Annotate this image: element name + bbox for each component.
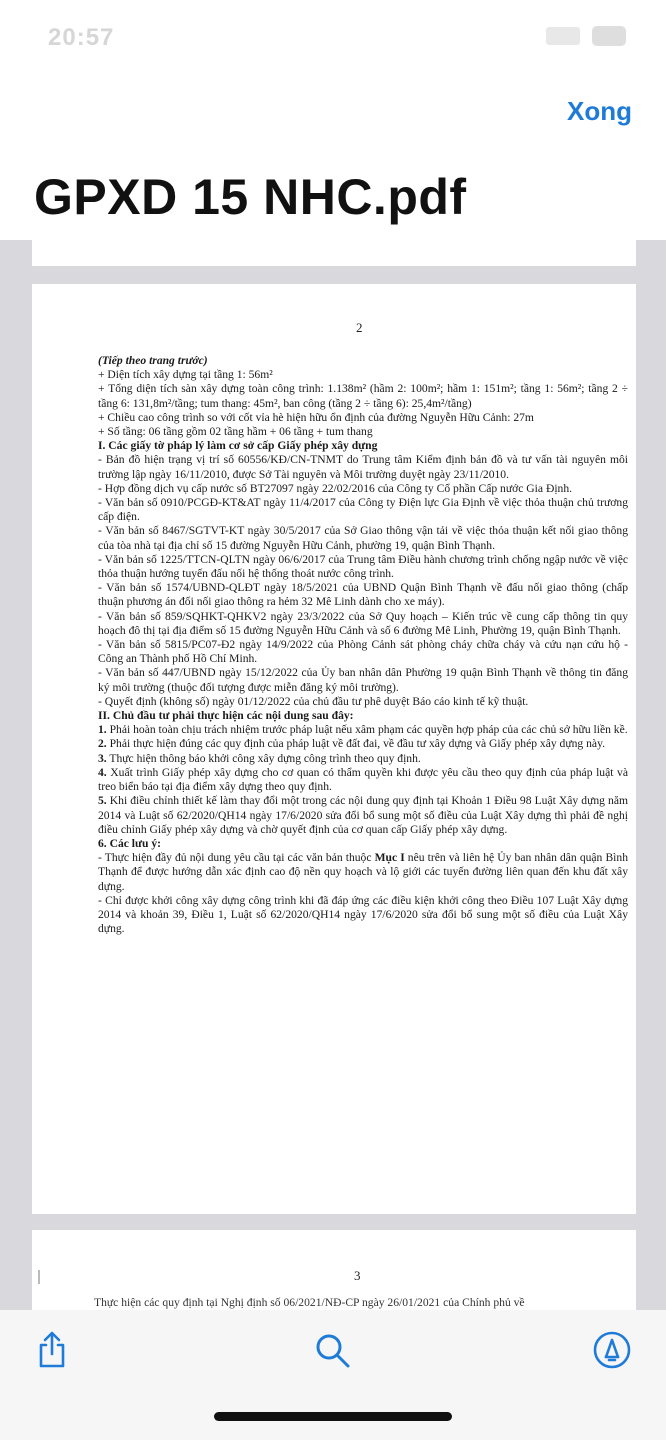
item-text: Phải hoàn toàn chịu trách nhiệm trước pháp luật nếu xâm phạm các quyền hợp pháp của các chủ sở hữu liền kề. — [106, 723, 628, 737]
pdf-viewer[interactable] — [0, 240, 666, 1310]
section-2-title: II. Chủ đầu tư phải thực hiện các nội dung sau đây: — [98, 709, 354, 723]
legal-item: - Văn bản số 5815/PC07-Đ2 ngày 14/9/2022 của Phòng Cảnh sát phòng cháy chữa cháy và cứu nạn cứu hộ - Công an Thành phố Hồ Chí Minh. — [98, 638, 628, 666]
markup-icon[interactable] — [592, 1330, 632, 1370]
done-button[interactable]: Xong — [567, 96, 632, 126]
section-1-title: I. Các giấy tờ pháp lý làm cơ sở cấp Giấy phép xây dựng — [98, 439, 378, 453]
pdf-page-2 — [32, 284, 636, 1214]
section-6-title: 6. Các lưu ý: — [98, 836, 161, 850]
legal-item: - Quyết định (không số) ngày 01/12/2022 của chủ đầu tư phê duyệt Báo cáo kinh tế kỹ thuật. — [98, 694, 529, 708]
item-text: Xuất trình Giấy phép xây dựng cho cơ quan có thẩm quyền khi được yêu cầu theo quy định của pháp luật và treo biển báo tại địa điểm xây dựng theo quy định. — [98, 765, 628, 794]
legal-item: - Văn bản số 0910/PCGĐ-KT&AT ngày 11/4/2017 của Công ty Điện lực Gia Định về việc thỏa thuận chủ trương cấp điện. — [98, 496, 628, 524]
pdf-page-3 — [32, 1230, 636, 1310]
legal-item: - Văn bản số 8467/SGTVT-KT ngày 30/5/2017 của Sở Giao thông vận tải về việc thỏa thuận kết nối giao thông của tòa nhà tại địa chỉ số 15 đường Nguyễn Hữu Cảnh, phường 19, quận Bình Thạnh. — [98, 524, 628, 552]
item-number: 4. — [98, 765, 107, 779]
legal-item: - Văn bản số 859/SQHKT-QHKV2 ngày 23/3/2022 của Sở Quy hoạch – Kiến trúc về cung cấp thông tin quy hoạch đô thị tại địa điểm số 15 đường Nguyễn Hữu Cảnh và số 6 đường Mê Linh, Phường 19, quận Bình Thạnh. — [98, 609, 628, 637]
spec-line: + Chiều cao công trình so với cốt vỉa hè hiện hữu ổn định của đường Nguyễn Hữu Cảnh: 27m — [98, 410, 534, 424]
page-number: 3 — [354, 1268, 361, 1283]
margin-mark — [38, 1270, 40, 1284]
obligation-item — [98, 723, 628, 737]
obligation-item — [98, 794, 628, 837]
item-text: Phải thực hiện đúng các quy định của pháp luật về đất đai, về đầu tư xây dựng và Giấy phép xây dựng này. — [106, 737, 606, 751]
legal-item: - Hợp đồng dịch vụ cấp nước số BT27097 ngày 22/02/2016 của Công ty Cổ phần Cấp nước Gia Định. — [98, 481, 573, 495]
previous-page-bottom — [32, 240, 636, 266]
item-text: Khi điều chỉnh thiết kế làm thay đổi một trong các nội dung quy định tại Khoản 1 Điều 98 Luật Xây dựng năm 2014 và Luật số 62/2020/QH14 ngày 17/6/2020 sửa đổi bổ sung một số điều của Luật Xây dựng thì phải đề nghị điều chỉnh Giấy phép xây dựng và chờ quyết định của cơ quan cấp Giấy phép xây dựng. — [98, 794, 628, 836]
status-bar — [0, 0, 666, 80]
note-bold: Mục I — [374, 851, 405, 865]
note-item: - Chỉ được khởi công xây dựng công trình khi đã đáp ứng các điều kiện khởi công theo Điều 107 Luật Xây dựng 2014 và khoản 39, Điều 1, Luật số 62/2020/QH14 ngày 17/6/2020 sửa đổi bổ sung một số điều của Luật Xây dựng. — [98, 893, 628, 936]
continued-note: (Tiếp theo trang trước) — [98, 354, 208, 367]
legal-item: - Bản đồ hiện trạng vị trí số 60556/KĐ/CN-TNMT do Trung tâm Kiểm định bản đồ và tư vấn tài nguyên môi trường lập ngày 16/11/2010, được Sở Tài nguyên và Môi trường duyệt ngày 23/11/2010. — [98, 453, 628, 481]
spec-line: + Diện tích xây dựng tại tầng 1: 56m² — [98, 368, 273, 382]
signal-icon — [546, 27, 580, 45]
item-number: 1. — [98, 723, 107, 737]
spec-line: + Tổng diện tích sàn xây dựng toàn công trình: 1.138m² (hầm 2: 100m²; hầm 1: 151m²; tầng 1: 56m²; tầng 2 ÷ tầng 6: 131,8m²/tầng; tum thang: 45m², ban công (tầng 2 ÷ tầng 6): 25,4m²/tầng) — [98, 382, 628, 410]
home-indicator — [214, 1412, 452, 1421]
document-body — [98, 354, 628, 936]
search-icon[interactable] — [312, 1330, 352, 1370]
item-number: 5. — [98, 794, 107, 808]
battery-icon — [592, 26, 626, 46]
share-icon[interactable] — [32, 1330, 72, 1370]
obligation-item — [98, 752, 628, 766]
status-time: 20:57 — [48, 24, 115, 51]
status-icons — [546, 26, 626, 46]
page-number: 2 — [356, 320, 363, 335]
legal-item: - Văn bản số 1225/TTCN-QLTN ngày 06/6/2017 của Trung tâm Điều hành chương trình chống ngập nước về việc thỏa thuận hướng tuyến đấu nối hệ thống thoát nước công trình. — [98, 552, 628, 581]
obligation-item — [98, 766, 628, 794]
file-title: GPXD 15 NHC.pdf — [34, 169, 467, 225]
legal-item: - Văn bản số 447/UBND ngày 15/12/2022 của Ủy ban nhân dân Phường 19 quận Bình Thạnh về thông tin đăng ký môi trường (thuộc đối tượng được miễn đăng ký môi trường). — [98, 666, 628, 694]
item-number: 2. — [98, 737, 107, 751]
note-text: nêu trên và liên hệ Ủy ban nhân dân quận Bình Thạnh để được hướng dẫn xác định cao độ nền quy hoạch và lộ giới các tuyến đường liên quan đến khu đất xây dựng. — [98, 851, 628, 893]
legal-item: - Văn bản số 1574/UBND-QLĐT ngày 18/5/2021 của UBND Quận Bình Thạnh về đấu nối giao thông (chấp thuận phương án đối nối giao thông ra hẻm 32 Mê Linh dành cho xe máy). — [98, 581, 628, 609]
spec-line: + Số tầng: 06 tầng gồm 02 tầng hầm + 06 tầng + tum thang — [98, 425, 373, 439]
obligation-item — [98, 737, 628, 751]
item-text: Thực hiện thông báo khởi công xây dựng công trình theo quy định. — [106, 751, 421, 765]
note-item — [98, 851, 628, 894]
next-page-text: Thực hiện các quy định tại Nghị định số 06/2021/NĐ-CP ngày 26/01/2021 của Chính phủ về — [94, 1296, 525, 1309]
item-number: 3. — [98, 751, 107, 765]
note-text: - Thực hiện đầy đủ nội dung yêu cầu tại các văn bản thuộc — [98, 851, 375, 865]
